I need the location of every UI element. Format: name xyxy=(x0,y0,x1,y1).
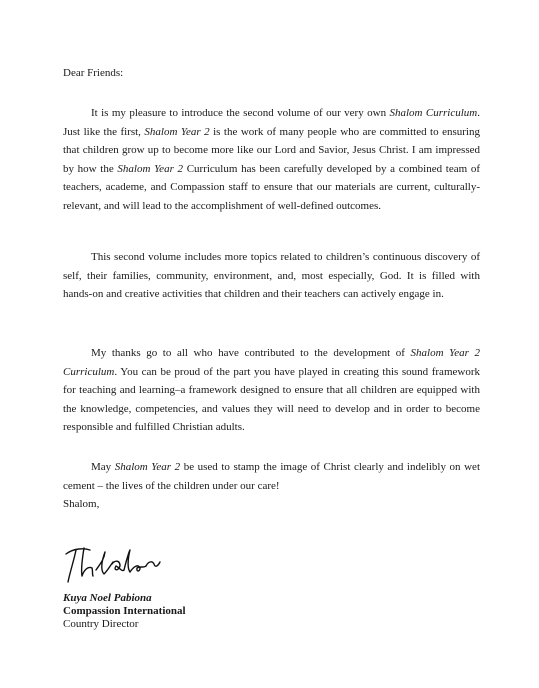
paragraph-text: Curriculum has been carefully developed by a combined team of teachers, academe, and Compassion staff to ensure that our materials are current, culturally-relevant, and will lead to the accomplishment of well-defined outcomes. xyxy=(63,162,480,212)
paragraph-text: It is my pleasure to introduce the second volume of our very own xyxy=(91,107,390,119)
paragraph-text: My thanks go to all who have contributed to the development of xyxy=(91,347,411,359)
salutation: Dear Friends: xyxy=(63,67,124,79)
paragraph-intro xyxy=(63,104,480,216)
closing: Shalom, xyxy=(63,498,100,510)
signer-organization: Compassion International xyxy=(63,605,186,617)
italic-title-text: Shalom Year 2 xyxy=(117,162,184,175)
paragraph-text: . You can be proud of the part you have played in creating this sound framework for teaching and learning–a framework designed to ensure that all children are equipped with the knowledge, competencies, and values they will need to develop and in order to become responsible and fulfilled Christian adults. xyxy=(63,365,480,434)
paragraph-text: May xyxy=(91,461,115,473)
italic-title-text: Shalom Year 2 Curriculum xyxy=(63,347,480,378)
paragraph-text: is the work of many people who are committed to ensuring that children grow up to become more like our Lord and Savior, Jesus Christ. I am impressed by how the xyxy=(63,125,480,175)
handwritten-signature xyxy=(60,540,170,586)
paragraph-thanks xyxy=(63,344,480,437)
paragraph-blessing xyxy=(63,458,480,495)
paragraph-text: be used to stamp the image of Christ clearly and indelibly on wet cement – the lives of the children under our care! xyxy=(63,461,480,492)
italic-title-text: Shalom Year 2 xyxy=(114,461,181,473)
paragraph-topics xyxy=(63,248,480,304)
italic-title-text: Shalom Curriculum xyxy=(389,107,478,119)
paragraph-text: . Just like the first, xyxy=(63,107,480,138)
signer-title: Country Director xyxy=(63,618,139,630)
italic-title-text: Shalom Year 2 xyxy=(144,125,210,138)
signer-name: Kuya Noel Pabiona xyxy=(63,592,152,604)
paragraph-text: This second volume includes more topics related to children’s continuous discovery of self, their families, community, environment, and, most especially, God. It is filled with hands-on and creative activities that children and their teachers can actively engage in. xyxy=(63,251,480,301)
